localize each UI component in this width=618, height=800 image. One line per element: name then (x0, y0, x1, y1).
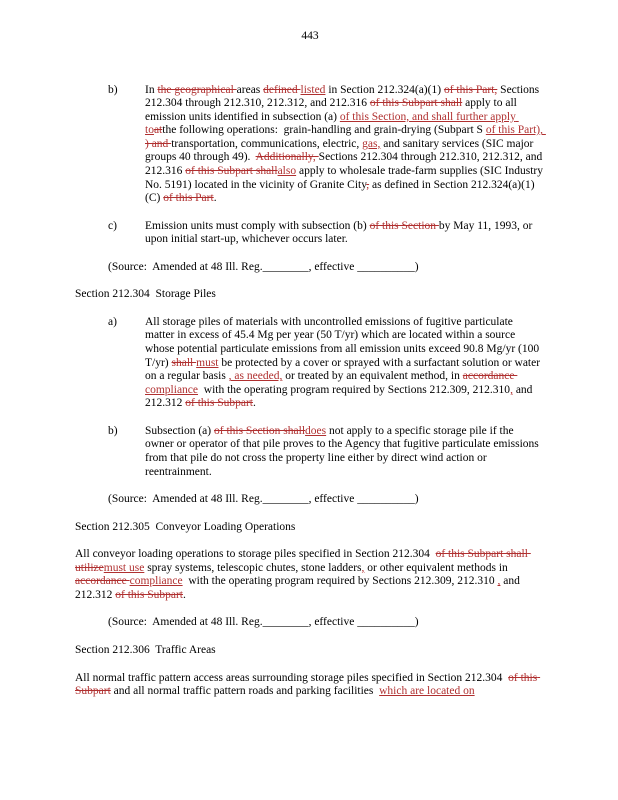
source-line: (Source: Amended at 48 Ill. Reg.________, effective __________) (108, 616, 419, 629)
section-heading: Section 212.304 Storage Piles (75, 288, 216, 301)
list-item-label: c) (108, 219, 117, 232)
inserted-text: compliance (129, 575, 183, 588)
deleted-text: at (153, 124, 163, 137)
deleted-text: accordance (462, 370, 518, 383)
text-run: by May 11, 1993, or upon initial start-up, whichever occurs later. (145, 219, 536, 246)
list-item-text (145, 84, 545, 206)
inserted-text: compliance (145, 383, 199, 396)
deleted-text: of this Part, (443, 83, 498, 96)
list-item-label: b) (108, 424, 118, 437)
text-run: with the operating program required by Sections 212.309, 212.310 (198, 383, 511, 396)
section-heading: Section 212.305 Conveyor Loading Operations (75, 520, 296, 533)
list-item (108, 425, 545, 479)
text-run: or treated by an equivalent method, in (282, 370, 463, 383)
text-run: as defined in Section 212.324(a)(1)(C) (145, 178, 535, 205)
document-content (75, 84, 545, 699)
deleted-text: of this Subpart shall utilize (75, 548, 531, 574)
text-run: be protected by a cover or sprayed with a surfactant solution or water on a regular basis (145, 356, 543, 383)
inserted-text: listed (300, 83, 326, 96)
text-run: All storage piles of materials with uncontrolled emissions of fugitive particulate matter in excess of 45.4 Mg per year (50 T/yr) which are located within a source whose potential particulate emissions from all emission units exceed 90.8 Mg/yr (100 T/yr) (145, 315, 542, 369)
inserted-text: also (277, 164, 297, 177)
text-run: . (213, 192, 217, 205)
inserted-text: does (305, 424, 327, 437)
inserted-text: of this Part), (485, 124, 546, 137)
section-heading: Section 212.306 Traffic Areas (75, 644, 216, 656)
deleted-text: the geographical (157, 83, 237, 96)
text-run: and 212.312 (75, 575, 523, 601)
source-line: (Source: Amended at 48 Ill. Reg.________, effective __________) (108, 260, 419, 273)
text-run: . (182, 588, 186, 601)
list-item-label: b) (108, 83, 118, 96)
paragraph (75, 548, 545, 602)
text-run: and all normal traffic pattern roads and parking facilities (110, 685, 380, 698)
deleted-text: of this Section (369, 219, 439, 232)
text-run: All conveyor loading operations to storage piles specified in Section 212.304 (75, 548, 436, 561)
deleted-text: of this Subpart shall (185, 164, 278, 177)
list-item-label: a) (108, 315, 117, 328)
inserted-text: of this Section, and shall further apply to (145, 110, 519, 137)
text-run: Emission units must comply with subsection (b) (145, 219, 370, 232)
text-run: in Section 212.324(a)(1) (325, 83, 444, 96)
deleted-text: , (366, 178, 370, 191)
text-run: In (145, 83, 158, 96)
list-item-text (145, 316, 545, 411)
list-item (108, 220, 545, 247)
deleted-text: accordance (75, 575, 130, 588)
deleted-text: defined (263, 83, 301, 96)
deleted-text: of this Part (163, 192, 214, 205)
text-run: not apply to a specific storage pile if the owner or operator of that pile proves to the Agency that fugitive particulate emissions from that pile do not cross the property line either by direct wind action or reentrainment. (145, 424, 542, 478)
deleted-text: of this Subpart (75, 671, 541, 698)
inserted-text: must (196, 356, 219, 369)
source-line: (Source: Amended at 48 Ill. Reg.________, effective __________) (108, 493, 419, 506)
page-number: 443 (301, 30, 319, 42)
inserted-text: must use (103, 561, 145, 574)
text-run: spray systems, telescopic chutes, stone ladders (144, 561, 362, 574)
deleted-text: of this Subpart shall (369, 97, 463, 110)
text-run: with the operating program required by Sections 212.309, 212.310 (182, 575, 498, 588)
text-run: transportation, communications, electric, (171, 137, 363, 150)
deleted-text: of this Subpart (115, 588, 183, 601)
text-run: All normal traffic pattern access areas surrounding storage piles specified in Section 212.304 (75, 671, 509, 684)
deleted-text: of this Section shall (213, 424, 306, 437)
deleted-text: shall (171, 356, 197, 369)
inserted-text: , (510, 383, 513, 396)
text-run: Sections 212.304 through 212.310, 212.312, and 212.316 (145, 83, 543, 110)
list-item-text (145, 220, 545, 247)
deleted-text: of this Subpart (185, 397, 253, 410)
text-run: or other equivalent methods in (364, 561, 511, 574)
text-run: Sections 212.304 through 212.310, 212.312, and 212.316 (145, 151, 546, 177)
inserted-text: , (497, 575, 501, 588)
text-run: apply to wholesale trade-farm supplies (SIC Industry No. 5191) located in the vicinity of Granite City (145, 164, 546, 191)
list-item (108, 316, 545, 411)
text-run: Subsection (a) (145, 424, 214, 437)
inserted-text: gas, (362, 137, 381, 150)
deleted-text: Additionally, (255, 151, 319, 164)
paragraph (75, 672, 545, 699)
text-run: the following operations: grain-handling and grain-drying (Subpart S (162, 124, 486, 137)
inserted-text: which are located on (379, 685, 475, 698)
deleted-text: ) and (145, 137, 172, 150)
text-run: areas (236, 83, 264, 96)
inserted-text: , as needed, (228, 370, 283, 383)
inserted-text: , (361, 561, 365, 574)
text-run: and 212.312 (145, 383, 536, 410)
text-run: . (252, 397, 256, 410)
text-run: apply to all emission units identified in subsection (a) (145, 97, 520, 123)
list-item (108, 84, 545, 206)
list-item-text (145, 425, 545, 479)
text-run: and sanitary services (SIC major groups 40 through 49). (145, 137, 537, 164)
